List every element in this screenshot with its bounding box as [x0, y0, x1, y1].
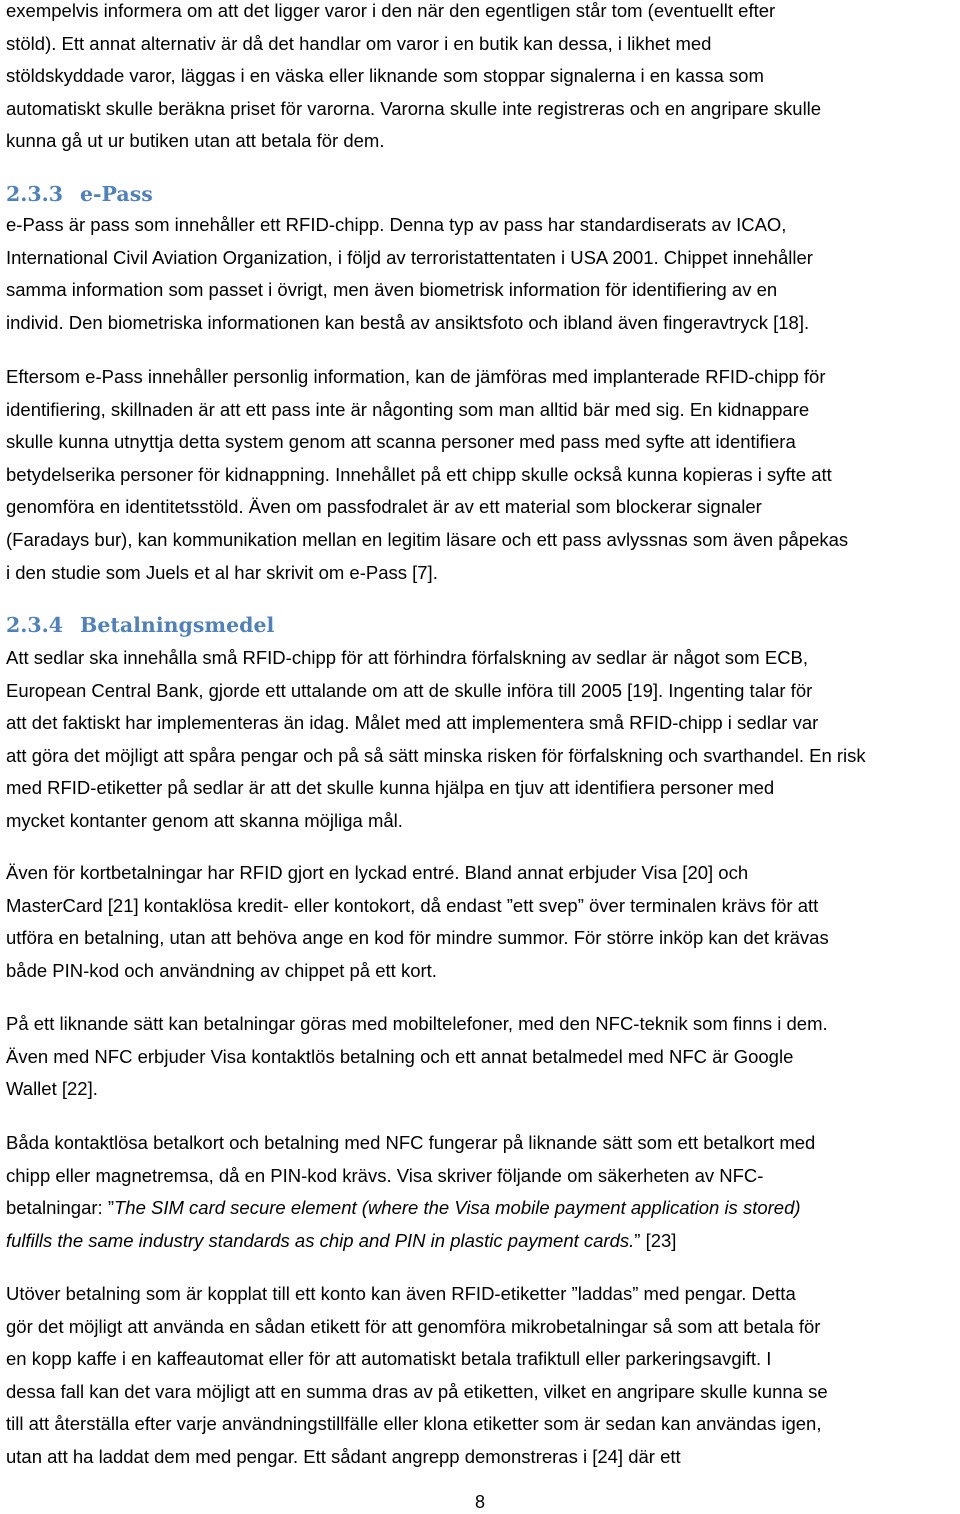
page-number: 8 [474, 1492, 485, 1512]
text-line: MasterCard [21] kontaklösa kredit- eller kontokort, då endast ”ett svep” över terminalen krävs för att [6, 894, 819, 916]
text-line: skulle kunna utnyttja detta system genom att scanna personer med pass med syfte att identifiera [6, 431, 796, 453]
text-line: (Faradays bur), kan kommunikation mellan en legitim läsare och ett pass avlyssnas som även påpekas [6, 528, 849, 550]
text-line: att det faktiskt har implementeras än idag. Målet med att implementera små RFID-chipp i sedlar var [6, 712, 819, 734]
section-heading-epass [6, 180, 153, 208]
text-line: Eftersom e-Pass innehåller personlig information, kan de jämföras med implanterade RFID-chipp för [6, 366, 826, 387]
paragraph-micropayments [6, 1278, 954, 1474]
text-line: Även för kortbetalningar har RFID gjort en lyckad entré. Bland annat erbjuder Visa [20] och [6, 862, 749, 883]
paragraph-epass-risks [6, 361, 954, 589]
text-line: På ett liknande sätt kan betalningar göras med mobiltelefoner, med den NFC-teknik som finns i dem. [6, 1013, 828, 1034]
text-line: mycket kontanter genom att skanna möjliga mål. [6, 809, 403, 831]
text-line: kunna gå ut ur butiken utan att betala för dem. [6, 130, 385, 152]
text-line [6, 1192, 954, 1225]
text-line: International Civil Aviation Organization, i följd av terroristattentaten i USA 2001. Chippet innehåller [6, 246, 813, 268]
text-line: en kopp kaffe i en kaffeautomat eller för att automatiskt betala trafiktull eller parkeringsavgift. I [6, 1348, 772, 1370]
paragraph-banknotes [6, 642, 954, 838]
text-line: stöld). Ett annat alternativ är då det handlar om varor i en butik kan dessa, i likhet med [6, 32, 712, 54]
section-title: e-Pass [80, 182, 153, 206]
text-line: individ. Den biometriska informationen kan bestå av ansiktsfoto och ibland även fingeravtryck [18]. [6, 311, 810, 333]
quote-lead: betalningar: ” [6, 1197, 114, 1219]
visa-quote: The SIM card secure element (where the Visa mobile payment application is stored) [113, 1197, 801, 1219]
section-title: Betalningsmedel [80, 613, 275, 637]
text-line: både PIN-kod och användning av chippet på ett kort. [6, 959, 437, 981]
text-line: i den studie som Juels et al har skrivit om e-Pass [7]. [6, 561, 438, 583]
section-number: 2.3.3 [6, 182, 64, 206]
visa-quote: fulfills the same industry standards as chip and PIN in plastic payment cards. [6, 1229, 635, 1251]
text-line: chipp eller magnetremsa, då en PIN-kod krävs. Visa skriver följande om säkerheten av NFC- [6, 1164, 764, 1186]
text-line: Även med NFC erbjuder Visa kontaktlös betalning och ett annat betalmedel med NFC är Google [6, 1045, 794, 1067]
text-line: Wallet [22]. [6, 1078, 98, 1100]
text-line: Att sedlar ska innehålla små RFID-chipp för att förhindra förfalskning av sedlar är något som ECB, [6, 647, 809, 668]
text-line: e-Pass är pass som innehåller ett RFID-chipp. Denna typ av pass har standardiserats av ICAO, [6, 214, 787, 235]
text-line [6, 1225, 954, 1258]
section-number: 2.3.4 [6, 613, 64, 637]
paragraph-shoplifting [6, 0, 954, 158]
paragraph-card-payments [6, 857, 954, 987]
text-line: genomföra en identitetsstöld. Även om passfodralet är av ett material som blockerar signaler [6, 496, 762, 518]
text-line: stöldskyddade varor, läggas i en väska eller liknande som stoppar signalerna i en kassa som [6, 65, 764, 87]
section-heading-payment [6, 611, 274, 639]
text-line: exempelvis informera om att det ligger varor i den när den egentligen står tom (eventuellt efter [6, 0, 776, 21]
text-line: utan att ha laddat dem med pengar. Ett sådant angrepp demonstreras i [24] där ett [6, 1445, 681, 1467]
text-line: dessa fall kan det vara möjligt att en summa dras av på etiketten, vilket en angripare skulle kunna se [6, 1380, 828, 1402]
text-line: samma information som passet i övrigt, men även biometrisk information för identifiering av en [6, 279, 778, 301]
paragraph-nfc-security [6, 1127, 954, 1257]
text-line: till att återställa efter varje användningstillfälle eller klona etiketter som är sedan kan användas igen, [6, 1413, 822, 1435]
text-line: European Central Bank, gjorde ett uttalande om att de skulle införa till 2005 [19]. Ingenting talar för [6, 679, 813, 701]
text-line: identifiering, skillnaden är att ett pass inte är någonting som man alltid bär med sig. En kidnappare [6, 398, 810, 420]
text-line: betydelserika personer för kidnappning. Innehållet på ett chipp skulle också kunna kopieras i syfte att [6, 463, 832, 485]
text-line: Båda kontaktlösa betalkort och betalning med NFC fungerar på liknande sätt som ett betalkort med [6, 1132, 816, 1153]
text-line: med RFID-etiketter på sedlar är att det skulle kunna hjälpa en tjuv att identifiera personer med [6, 777, 775, 799]
paragraph-epass-intro [6, 209, 954, 339]
text-line: att göra det möjligt att spåra pengar och på så sätt minska risken för förfalskning och svarthandel. En risk [6, 744, 866, 766]
text-line: automatiskt skulle beräkna priset för varorna. Varorna skulle inte registreras och en angripare skulle [6, 97, 822, 119]
text-line: Utöver betalning som är kopplat till ett konto kan även RFID-etiketter ”laddas” med pengar. Detta [6, 1283, 796, 1304]
text-line: utföra en betalning, utan att behöva ange en kod för mindre summor. För större inköp kan det krävas [6, 927, 829, 949]
paragraph-mobile-payments [6, 1008, 954, 1106]
text-line: gör det möjligt att använda en sådan etikett för att genomföra mikrobetalningar så som att betala för [6, 1315, 821, 1337]
citation: ” [23] [634, 1229, 677, 1251]
